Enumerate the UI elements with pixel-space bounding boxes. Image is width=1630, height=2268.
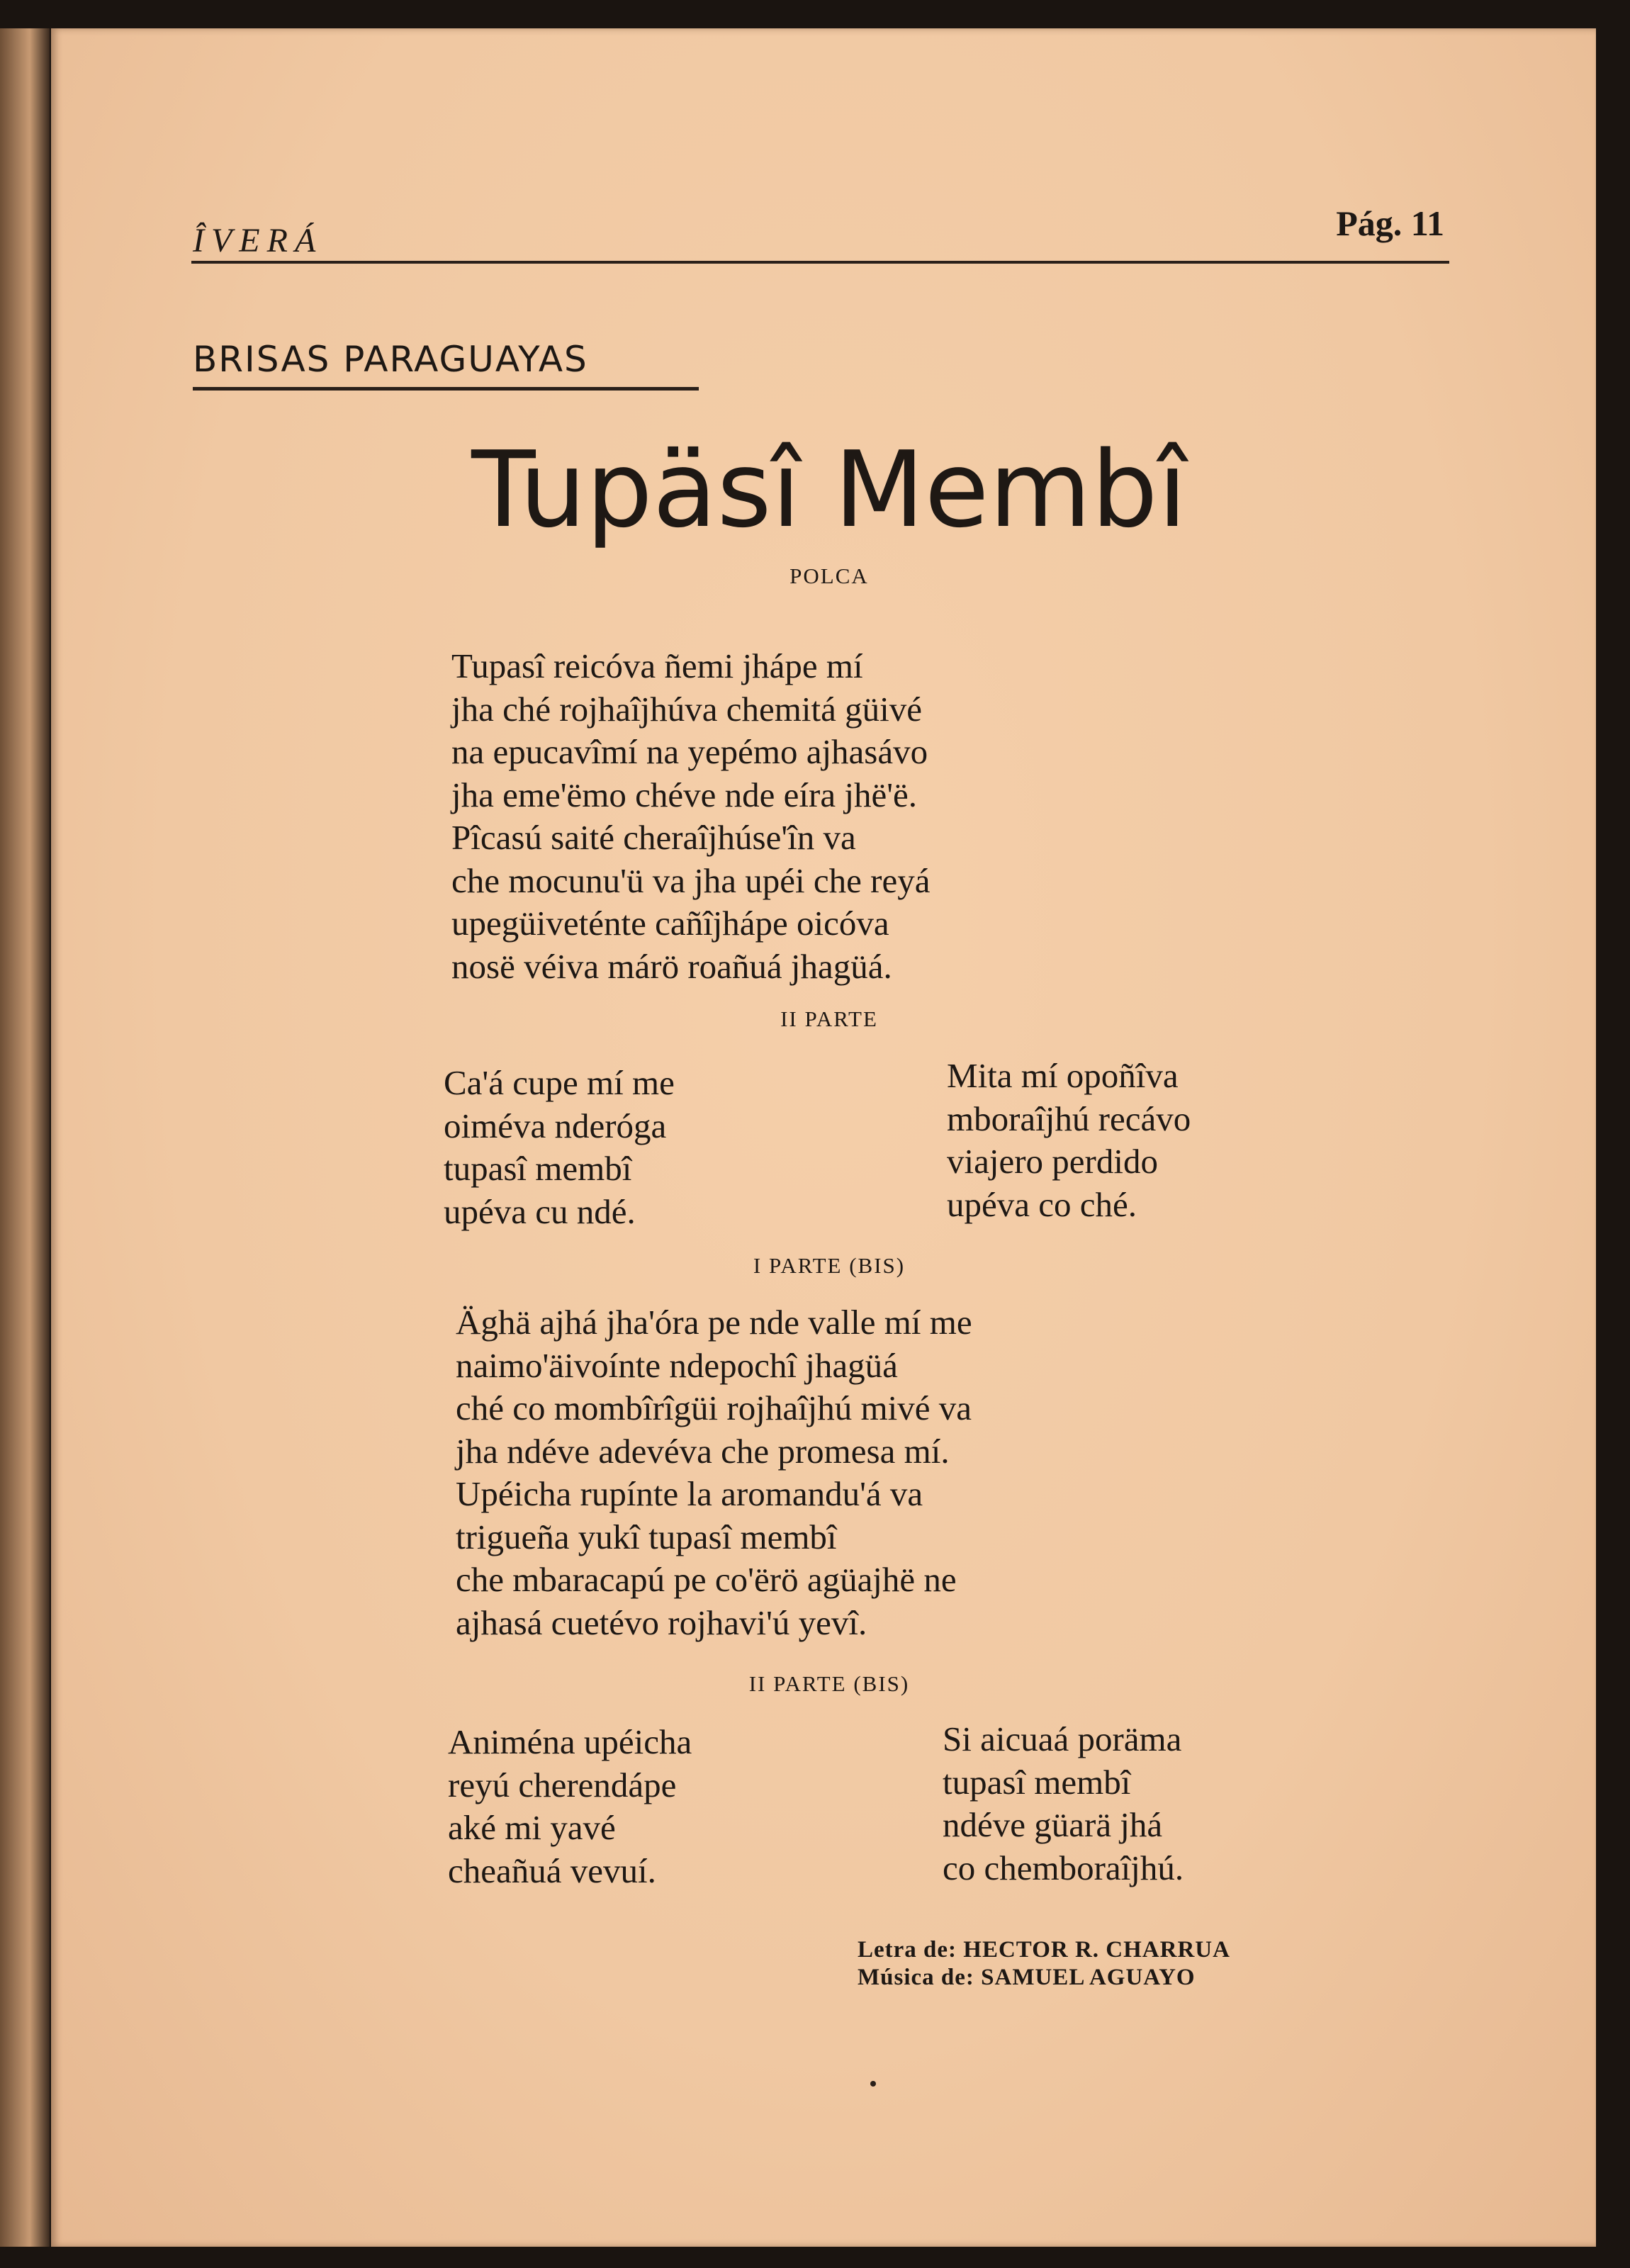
verse-line: ché co mombîrîgüi rojhaîjhú mivé va xyxy=(456,1388,972,1427)
verse-line: Äghä ajhá jha'óra pe nde valle mí me xyxy=(456,1303,972,1342)
verse-line: aké mi yavé xyxy=(448,1808,616,1847)
verse-line: oiméva nderóga xyxy=(444,1106,667,1145)
part-2-bis-right xyxy=(943,1718,1184,1890)
song-title: Tupäsî Membî xyxy=(471,429,1187,551)
section-heading: BRISAS PARAGUAYAS xyxy=(193,339,588,380)
verse-line: mboraîjhú recávo xyxy=(947,1099,1191,1138)
verse-line: che mbaracapú pe co'ërö agüajhë ne xyxy=(456,1560,957,1599)
verse-line: cheañuá vevuí. xyxy=(448,1851,656,1890)
part-2-bis-label: II PARTE (BIS) xyxy=(748,1671,910,1696)
verse-line: upegüiveténte cañîjhápe oicóva xyxy=(451,904,889,943)
part-2-label: II PARTE xyxy=(780,1006,878,1031)
verse-line: viajero perdido xyxy=(947,1142,1158,1181)
book-spine xyxy=(0,28,50,2247)
verse-line: reyú cherendápe xyxy=(448,1765,677,1804)
credits xyxy=(858,1936,1230,1992)
verse-line: Aniména upéicha xyxy=(448,1722,692,1761)
verse-line: upéva cu ndé. xyxy=(444,1191,636,1231)
lyrics-credit: Letra de: HECTOR R. CHARRUA xyxy=(858,1937,1230,1963)
verse-line: tupasî membî xyxy=(943,1762,1131,1802)
music-credit: Música de: SAMUEL AGUAYO xyxy=(858,1965,1196,1990)
verse-3 xyxy=(456,1301,972,1644)
verse-line: Upéicha rupínte la aromandu'á va xyxy=(456,1474,923,1513)
verse-line: Si aicuaá poräma xyxy=(943,1719,1182,1758)
verse-line: nosë véiva márö roañuá jhagüá. xyxy=(451,946,892,986)
part-2-right xyxy=(947,1055,1191,1226)
verse-line: Pîcasú saité cheraîjhúse'în va xyxy=(451,818,856,857)
verse-1 xyxy=(451,645,930,988)
verse-line: trigueña yukî tupasî membî xyxy=(456,1517,837,1556)
verse-line: Tupasî reicóva ñemi jhápe mí xyxy=(451,646,863,685)
part-2-left xyxy=(444,1062,675,1233)
verse-line: jha eme'ëmo chéve nde eíra jhë'ë. xyxy=(451,775,918,814)
verse-line: co chemboraîjhú. xyxy=(943,1848,1184,1887)
verse-line: che mocunu'ü va jha upéi che reyá xyxy=(451,860,931,900)
verse-line: tupasî membî xyxy=(444,1149,632,1188)
part-1-bis-label: I PARTE (BIS) xyxy=(753,1253,906,1278)
song-genre: POLCA xyxy=(789,563,869,588)
header-rule xyxy=(191,261,1449,264)
publication-name: ÎVERÁ xyxy=(193,222,323,259)
verse-line: jha ché rojhaîjhúva chemitá güivé xyxy=(451,689,922,729)
verse-line: upéva co ché. xyxy=(947,1184,1137,1224)
verse-line: Mita mí opoñîva xyxy=(947,1056,1179,1095)
section-underline xyxy=(193,387,699,391)
verse-line: ajhasá cuetévo rojhavi'ú yevî. xyxy=(456,1602,867,1642)
verse-line: na epucavîmí na yepémo ajhasávo xyxy=(451,732,928,771)
verse-line: naimo'äivoínte ndepochî jhagüá xyxy=(456,1345,898,1385)
part-2-bis-left xyxy=(448,1721,692,1892)
verse-line: jha ndéve adevéva che promesa mí. xyxy=(456,1431,950,1471)
ink-dot xyxy=(870,2081,876,2087)
verse-line: Ca'á cupe mí me xyxy=(444,1063,675,1102)
verse-line: ndéve güarä jhá xyxy=(943,1805,1163,1844)
page-number: Pág. 11 xyxy=(1336,203,1444,243)
